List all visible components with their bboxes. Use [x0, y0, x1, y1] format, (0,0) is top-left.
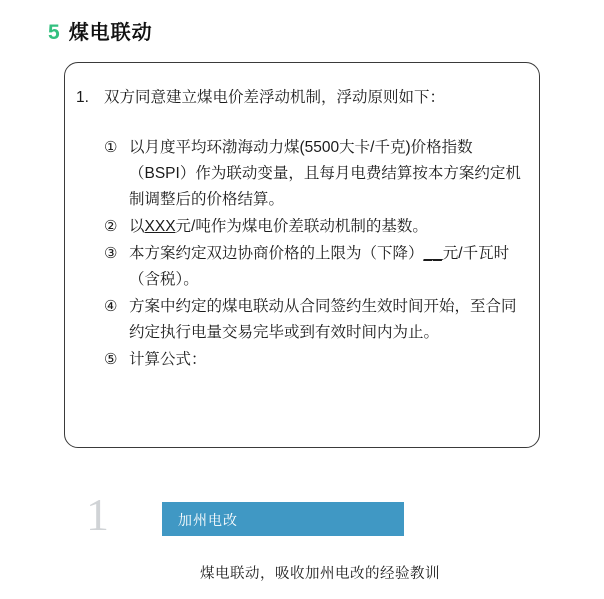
list-item [104, 347, 524, 373]
sub-item-2-marker: ② [104, 218, 118, 235]
section-title: 煤电联动 [68, 22, 153, 44]
sub-item-3-marker: ③ [104, 245, 118, 262]
sub-item-1-text: 以月度平均环渤海动力煤(5500大卡/千克)价格指数（BSPI）作为联动变量，且每月电费结算按本方案约定机制调整后的价格结算。 [129, 139, 521, 208]
list-item-1-text: 双方同意建立煤电价差浮动机制，浮动原则如下： [104, 89, 446, 106]
sub-item-1-marker: ① [104, 139, 118, 156]
list-item [104, 294, 524, 346]
list-item [104, 135, 524, 213]
list-item [104, 241, 524, 293]
sub-item-4-marker: ④ [104, 298, 118, 315]
list-item [104, 214, 524, 240]
sub-list [104, 135, 524, 374]
sub-item-5-text: 计算公式： [129, 351, 207, 368]
figure-step-number: 1 [86, 489, 109, 540]
figure-bar-label: 加州电改 [178, 512, 238, 528]
section-number: 5 [48, 21, 60, 44]
figure-bar [162, 502, 404, 536]
sub-item-3-text [129, 241, 524, 293]
sub-item-4-text: 方案中约定的煤电联动从合同签约生效时间开始，至合同约定执行电量交易完毕或到有效时间内为止。 [129, 298, 517, 341]
sub-item-5-marker: ⑤ [104, 351, 118, 368]
section-heading [48, 16, 153, 45]
sub-item-2-text-part1: 以 [129, 218, 145, 235]
figure-caption: 煤电联动，吸收加州电改的经验教训 [200, 566, 440, 582]
list-item-1 [76, 85, 528, 111]
sub-item-2-text-part2: 元/吨作为煤电价差联动机制的基数。 [175, 218, 428, 235]
sub-item-3-text-part1: 本方案约定双边协商价格的上限为（下降） [129, 245, 424, 262]
sub-item-2-underlined-value: XXX [144, 218, 176, 235]
list-item-1-marker: 1. [76, 89, 89, 106]
sub-item-3-text-part2: 元/千瓦时（含税）。 [129, 245, 510, 288]
sub-item-2-text [129, 214, 524, 240]
sub-item-3-blank: __ [423, 245, 443, 262]
